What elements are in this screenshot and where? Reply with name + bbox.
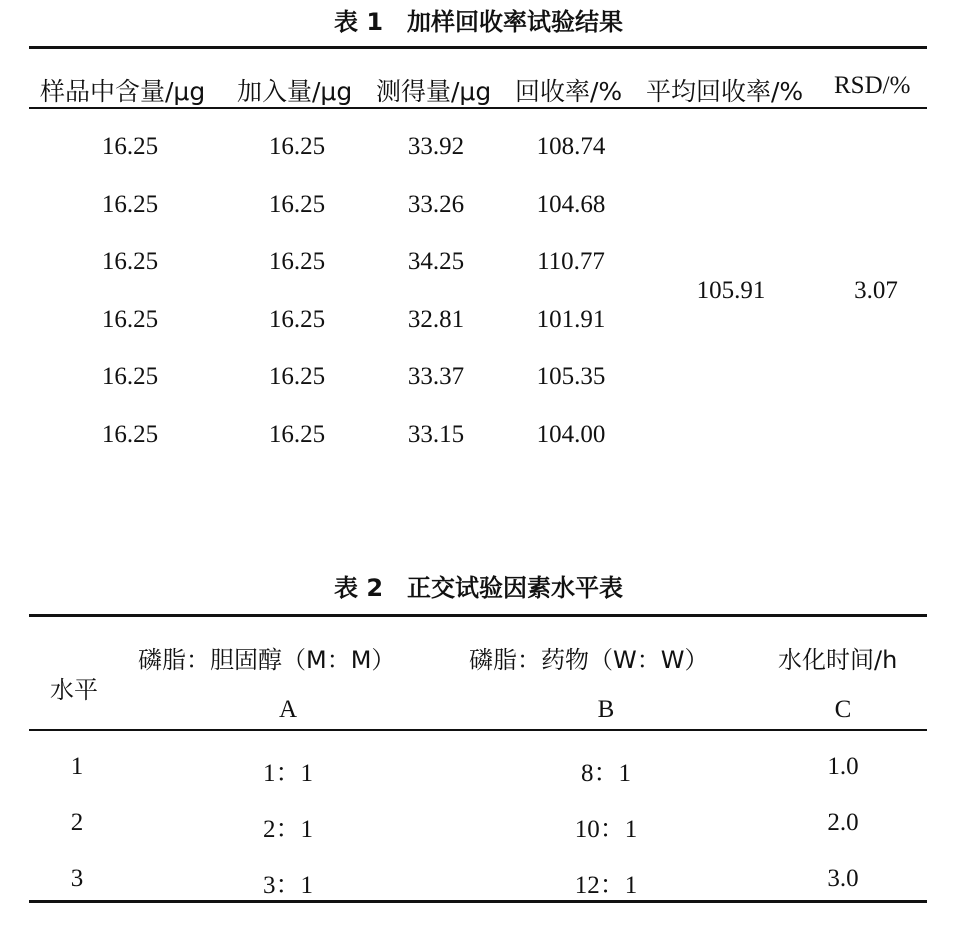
table-cell: 16.25 <box>268 363 326 390</box>
table1-average-recovery: 105.91 <box>696 277 766 304</box>
table2-caption: 表 2 正交试验因素水平表 <box>333 574 624 602</box>
table1-header-added-amount: 加入量/μg <box>237 77 353 106</box>
table-cell: 16.25 <box>268 248 326 275</box>
table-cell: 1：1 <box>262 760 313 787</box>
table1-header-average-recovery: 平均回收率/% <box>646 77 804 106</box>
table1-header-recovery: 回收率/% <box>515 77 623 106</box>
table2-header-factor-a: 磷脂：胆固醇（M：M） <box>138 646 396 674</box>
table2-bottom-rule <box>29 900 927 903</box>
table-cell: 1.0 <box>827 753 859 780</box>
table1-caption: 表 1 加样回收率试验结果 <box>333 8 624 36</box>
table2-top-rule <box>29 614 927 617</box>
table-cell: 16.25 <box>101 133 159 160</box>
table-cell: 33.26 <box>407 191 465 218</box>
table1-top-rule <box>29 46 927 49</box>
table2-header-factor-c: 水化时间/h <box>778 646 898 674</box>
table1-header-rsd: RSD/% <box>834 72 911 99</box>
table-cell: 10：1 <box>574 816 638 843</box>
table-cell: 16.25 <box>268 421 326 448</box>
table1-header-rule <box>29 107 927 109</box>
table-cell: 16.25 <box>268 306 326 333</box>
table2-header-level: 水平 <box>50 676 98 704</box>
table-cell: 3 <box>70 865 84 892</box>
table2-header-code-b: B <box>597 696 615 723</box>
table-cell: 101.91 <box>536 306 606 333</box>
table-cell: 16.25 <box>268 133 326 160</box>
table-cell: 16.25 <box>101 421 159 448</box>
table-cell: 104.68 <box>536 191 606 218</box>
table-cell: 33.37 <box>407 363 465 390</box>
table-cell: 2.0 <box>827 809 859 836</box>
table-cell: 16.25 <box>268 191 326 218</box>
table-cell: 108.74 <box>536 133 606 160</box>
table-cell: 2：1 <box>262 816 313 843</box>
table-cell: 16.25 <box>101 248 159 275</box>
table1-rsd: 3.07 <box>854 277 898 304</box>
table-cell: 33.92 <box>407 133 465 160</box>
table1-header-measured-amount: 测得量/μg <box>376 77 492 106</box>
table-cell: 16.25 <box>101 191 159 218</box>
table-cell: 110.77 <box>537 248 605 275</box>
table2-header-factor-b: 磷脂：药物（W：W） <box>469 646 709 674</box>
table-cell: 3：1 <box>262 872 313 899</box>
table-cell: 32.81 <box>407 306 465 333</box>
table-cell: 12：1 <box>574 872 638 899</box>
table-cell: 3.0 <box>827 865 859 892</box>
table2-header-code-c: C <box>834 696 852 723</box>
table-cell: 1 <box>70 753 84 780</box>
table-cell: 34.25 <box>407 248 465 275</box>
table1-header-sample-content: 样品中含量/μg <box>40 77 206 106</box>
table-cell: 2 <box>70 809 84 836</box>
table-cell: 104.00 <box>536 421 606 448</box>
table-cell: 33.15 <box>407 421 465 448</box>
table-cell: 105.35 <box>536 363 606 390</box>
table2-header-code-a: A <box>278 696 298 723</box>
table-cell: 8：1 <box>580 760 631 787</box>
table-cell: 16.25 <box>101 306 159 333</box>
table-cell: 16.25 <box>101 363 159 390</box>
table2-header-rule <box>29 729 927 731</box>
